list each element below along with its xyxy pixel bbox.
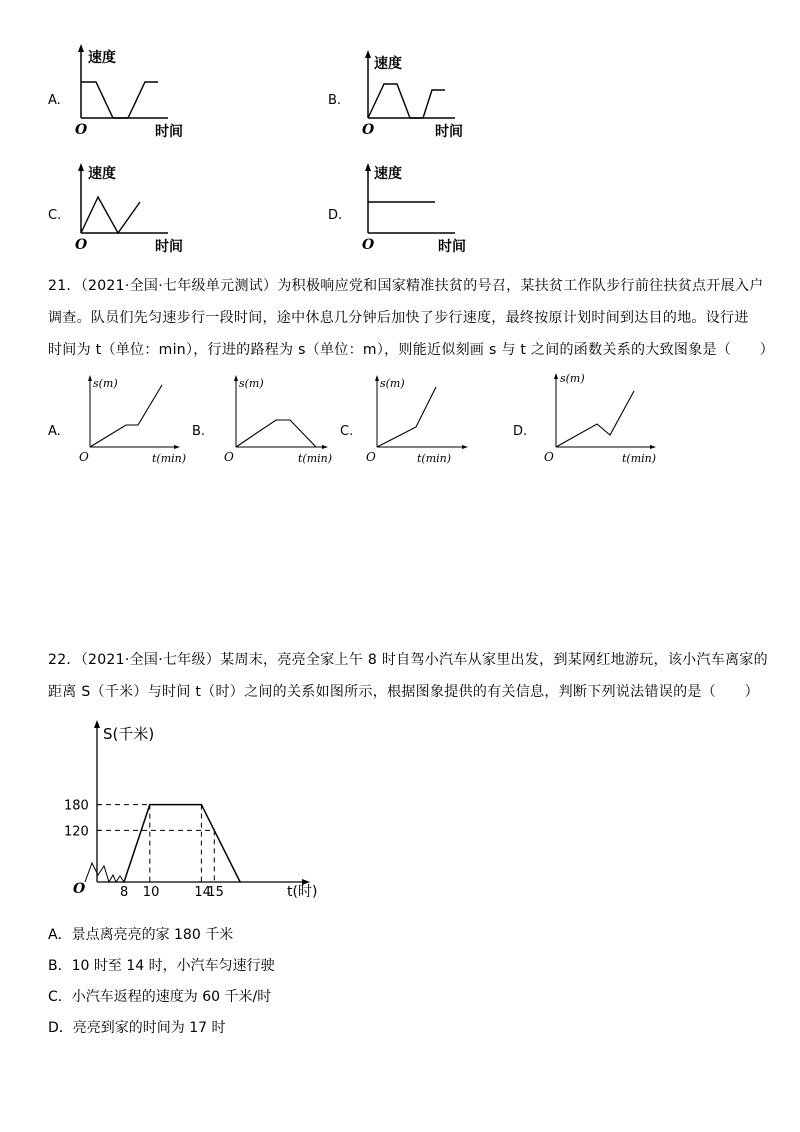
y-axis-label: 速度 (374, 56, 402, 72)
option-letter: B. (192, 424, 206, 439)
q22-text (48, 644, 768, 708)
option-letter: A. (48, 93, 61, 108)
series-line-distance (124, 805, 240, 882)
graph-line (368, 84, 445, 118)
y-axis-label: 速度 (88, 50, 116, 66)
choice-c[interactable]: C．小汽车返程的速度为 60 千米/时 (48, 989, 272, 1005)
x-axis-label: t(min) (298, 452, 333, 465)
origin-label: O (224, 450, 234, 464)
data-point (149, 804, 151, 806)
x-tick-label: 15 (207, 885, 224, 900)
choice-d[interactable]: D．亮亮到家的时间为 17 时 (48, 1020, 226, 1036)
y-axis-label: s(m) (560, 372, 585, 385)
x-axis-label: t(min) (417, 452, 452, 465)
x-axis-label: 时间 (155, 124, 183, 140)
x-tick-label: 14 (194, 885, 211, 900)
origin-label: O (75, 122, 88, 138)
x-tick-label: 8 (120, 885, 129, 900)
q21-option-c[interactable] (340, 375, 468, 465)
x-tick-label: 10 (142, 885, 160, 900)
x-axis-label: 时间 (155, 239, 183, 255)
q21-option-graphs (0, 365, 800, 475)
data-point (123, 881, 125, 883)
q22-marks (64, 799, 241, 900)
q21-text (48, 270, 775, 366)
origin-label: O (75, 237, 88, 253)
option-letter: C. (340, 424, 354, 439)
x-axis-label: t(min) (622, 452, 657, 465)
q21-option-d[interactable] (513, 372, 656, 465)
x-axis-label: t(时) (287, 884, 318, 900)
origin-label: O (366, 450, 376, 464)
y-axis-label: 速度 (374, 166, 402, 182)
x-axis-label: 时间 (438, 239, 466, 255)
option-letter: B. (328, 93, 342, 108)
choice-b[interactable]: B．10 时至 14 时，小汽车匀速行驶 (48, 958, 275, 974)
q22-chart (0, 715, 360, 910)
prev-option-c[interactable] (48, 163, 183, 255)
choice-a[interactable]: A．景点离亮亮的家 180 千米 (48, 927, 234, 943)
start-wiggle (85, 863, 124, 882)
y-axis-label: S(千米) (103, 725, 155, 743)
origin-label: O (544, 450, 554, 464)
prev-question-graphs (0, 0, 800, 260)
x-axis-label: 时间 (435, 124, 463, 140)
q21-line-1: 21．（2021·全国·七年级单元测试）为积极响应党和国家精准扶贫的号召，某扶贫工作队步行前往扶贫点开展入户 (48, 278, 764, 294)
y-axis-label: s(m) (239, 377, 264, 390)
q21-option-a[interactable] (48, 375, 186, 465)
data-point (201, 804, 203, 806)
prev-option-d[interactable] (328, 163, 466, 255)
data-point (214, 830, 216, 832)
option-letter: D. (328, 208, 343, 223)
graph-line (556, 391, 634, 447)
graph-line (81, 197, 140, 233)
q22-line-1: 22．（2021·全国·七年级）某周末，亮亮全家上午 8 时自驾小汽车从家里出发，到某网红地游玩，该小汽车离家的 (48, 652, 768, 668)
graph-line (236, 420, 316, 447)
y-tick-label: 120 (64, 824, 89, 840)
q21-line-2: 调查。队员们先匀速步行一段时间，途中休息几分钟后加快了步行速度，最终按原计划时间到达目的地。设行进 (48, 310, 749, 326)
graph-line (81, 82, 158, 118)
y-axis-label: s(m) (380, 377, 405, 390)
y-tick-label: 180 (64, 798, 89, 814)
y-axis-label: 速度 (88, 166, 116, 182)
graph-line (377, 387, 436, 447)
option-letter: D. (513, 424, 528, 439)
x-axis-label: t(min) (152, 452, 187, 465)
q22-line-2: 距离 S（千米）与时间 t（时）之间的关系如图所示，根据图象提供的有关信息，判断下列说法错误的是（ ） (48, 684, 759, 700)
q21-option-b[interactable] (192, 375, 332, 465)
data-point (239, 881, 241, 883)
origin-label: O (362, 122, 375, 138)
prev-option-a[interactable] (48, 44, 183, 140)
origin-label: O (362, 237, 375, 253)
origin-label: O (79, 450, 89, 464)
origin-label: O (73, 881, 86, 897)
prev-option-b[interactable] (328, 50, 463, 140)
option-letter: C. (48, 208, 62, 223)
q21-line-3: 时间为 t（单位：min），行进的路程为 s（单位：m），则能近似刻画 s 与 t 之间的函数关系的大致图象是（ ） (48, 342, 775, 358)
option-letter: A. (48, 424, 61, 439)
y-axis-arrow (94, 720, 100, 728)
graph-line (90, 385, 162, 447)
y-axis-label: s(m) (93, 377, 118, 390)
